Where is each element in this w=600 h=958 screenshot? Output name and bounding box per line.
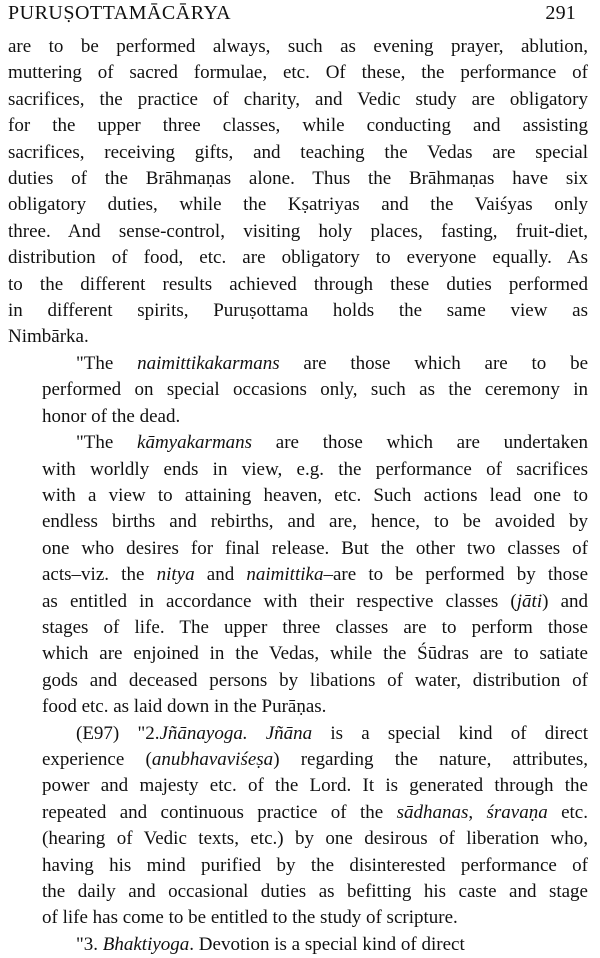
text-line: sacrifices, the practice of charity, and Vedic study are obligatory bbox=[8, 88, 588, 110]
running-head bbox=[8, 0, 588, 34]
text-line: the daily and occasional duties as befitting his caste and stage bbox=[42, 881, 588, 902]
text-line: three. And sense-control, visiting holy places, fasting, fruit-diet, bbox=[8, 220, 588, 242]
body-text bbox=[8, 34, 588, 958]
text-line: having his mind purified by the disinterested performance of bbox=[42, 854, 588, 876]
text-line: sacrifices, receiving gifts, and teaching the Vedas are special bbox=[8, 141, 588, 163]
text-line: "The naimittikakarmans are those which are to be bbox=[76, 352, 588, 374]
text-line: are to be performed always, such as evening prayer, ablution, bbox=[8, 36, 588, 57]
text-line: "3. Bhaktiyoga. Devotion is a special kind of direct bbox=[76, 933, 465, 955]
text-line: to the different results achieved through these duties performed bbox=[8, 273, 588, 295]
italic-term: anubhavaviśeṣa bbox=[151, 748, 274, 770]
text-line: (hearing of Vedic texts, etc.) by one desirous of liberation who, bbox=[42, 828, 588, 850]
text-line: stages of life. The upper three classes are to perform those bbox=[42, 616, 588, 638]
text-line: for the upper three classes, while conducting and assisting bbox=[8, 115, 588, 137]
page-number: 291 bbox=[545, 2, 576, 24]
text-line: endless births and rebirths, and are, hence, to be avoided by bbox=[42, 511, 588, 533]
paragraph bbox=[8, 34, 588, 351]
text-line: of life has come to be entitled to the study of scripture. bbox=[42, 907, 458, 929]
italic-term: nitya bbox=[156, 564, 195, 586]
text-line: one who desires for final release. But the other two classes of bbox=[42, 537, 588, 559]
text-line: duties of the Brāhmaṇas alone. Thus the Brāhmaṇas have six bbox=[8, 168, 588, 190]
text-line: obligatory duties, while the Kṣatriyas and the Vaiśyas only bbox=[8, 194, 588, 216]
running-head-title: PURUṢOTTAMĀCĀRYA bbox=[8, 2, 232, 24]
text-line: repeated and continuous practice of the sādhanas, śravaṇa etc. bbox=[42, 801, 588, 823]
text-line: performed on special occasions only, such as the ceremony in bbox=[42, 379, 588, 401]
italic-term: naimittika bbox=[246, 564, 324, 586]
text-line: (E97) "2.Jñānayoga. Jñāna is a special kind of direct bbox=[76, 722, 588, 744]
italic-term: kāmyakarmans bbox=[137, 432, 253, 454]
text-line: experience (anubhavaviśeṣa) regarding the nature, attributes, bbox=[42, 748, 588, 770]
italic-term: śravaṇa bbox=[486, 801, 548, 823]
text-line: honor of the dead. bbox=[42, 405, 181, 427]
italic-term: Bhaktiyoga bbox=[102, 933, 190, 955]
text-line: in different spirits, Puruṣottama holds the same view as bbox=[8, 300, 588, 322]
italic-term: naimittikakarmans bbox=[137, 352, 280, 374]
paragraph bbox=[8, 721, 588, 932]
text-line: muttering of sacred formulae, etc. Of these, the performance of bbox=[8, 62, 588, 84]
text-line: acts–viz. the nitya and naimittika–are to be performed by those bbox=[42, 564, 588, 586]
text-line: with worldly ends in view, e.g. the performance of sacrifices bbox=[42, 458, 588, 480]
text-line: power and majesty etc. of the Lord. It is generated through the bbox=[42, 775, 588, 797]
paragraph bbox=[8, 932, 588, 958]
text-line: Nimbārka. bbox=[8, 326, 89, 348]
text-line: distribution of food, etc. are obligatory to everyone equally. As bbox=[8, 247, 588, 269]
text-line: which are enjoined in the Vedas, while the Śūdras are to satiate bbox=[42, 643, 588, 665]
paragraph bbox=[8, 351, 588, 430]
italic-term: jāti bbox=[516, 590, 543, 612]
text-line: food etc. as laid down in the Purāṇas. bbox=[42, 696, 327, 718]
text-line: "The kāmyakarmans are those which are undertaken bbox=[76, 432, 588, 454]
text-line: as entitled in accordance with their respective classes (jāti) and bbox=[42, 590, 588, 612]
italic-term: Jñānayoga. Jñāna bbox=[159, 722, 313, 744]
text-line: gods and deceased persons by libations of water, distribution of bbox=[42, 669, 588, 691]
text-line: with a view to attaining heaven, etc. Such actions lead one to bbox=[42, 484, 588, 506]
paragraph bbox=[8, 430, 588, 720]
italic-term: sādhanas bbox=[396, 801, 469, 823]
